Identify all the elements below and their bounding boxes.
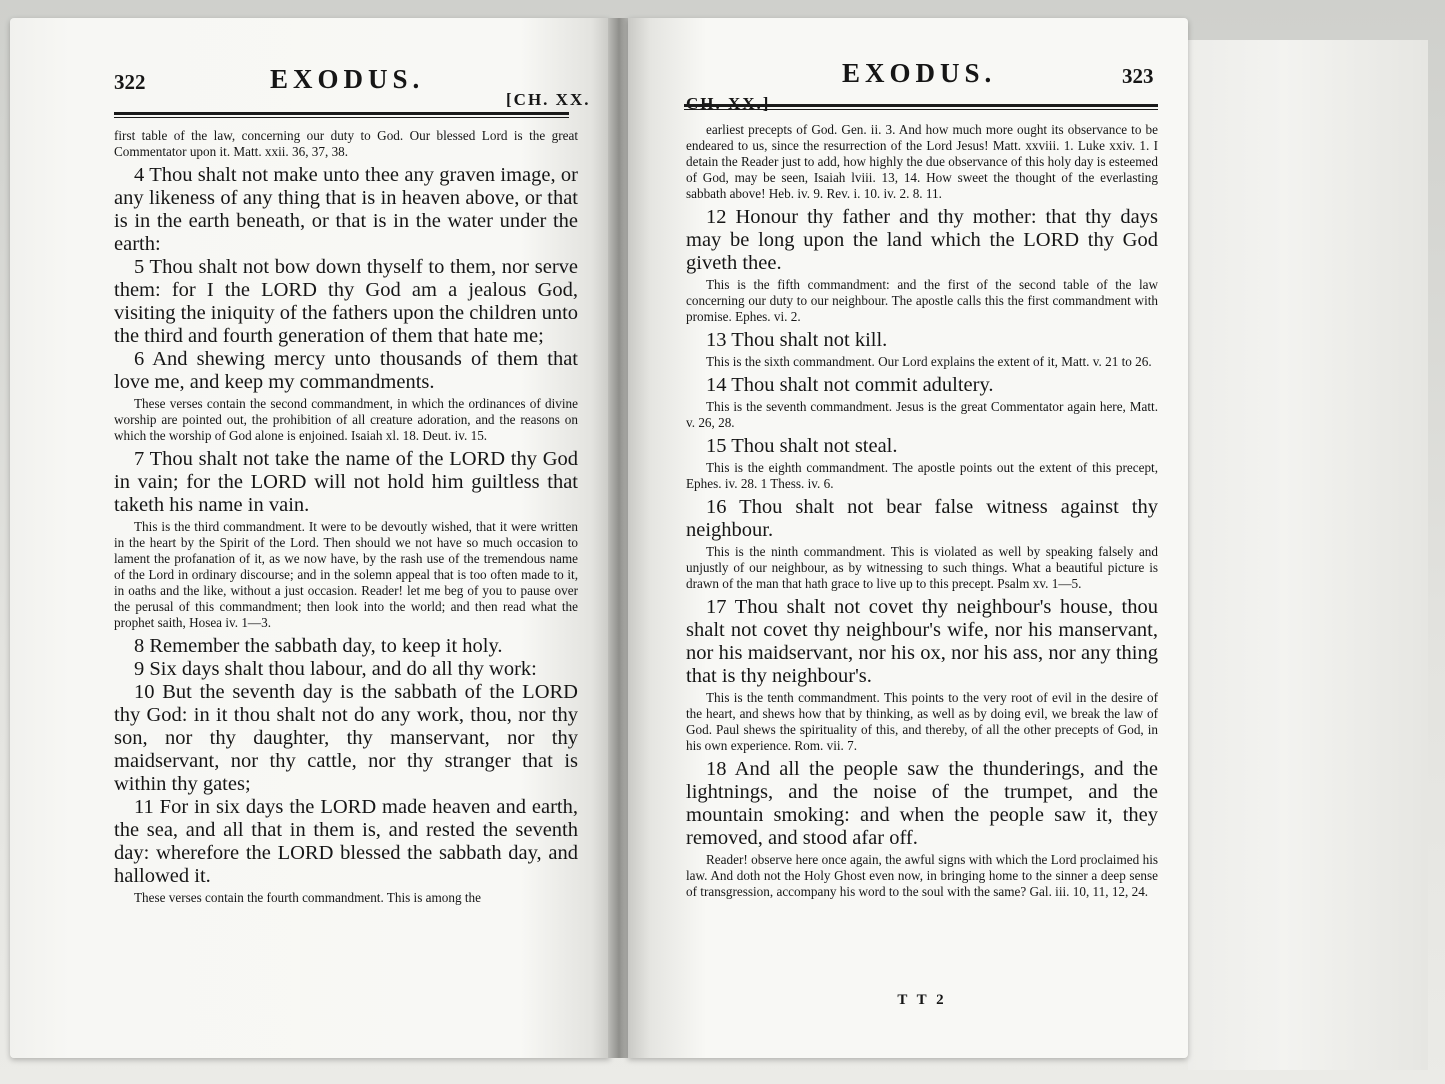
commentary-paragraph: This is the seventh commandment. Jesus is the great Commentator again here, Matt. v. 26, 28.: [686, 399, 1158, 430]
commentary-paragraph: This is the eighth commandment. The apostle points out the extent of this precept, Ephes. iv. 28. 1 Thess. iv. 6.: [686, 460, 1158, 491]
chapter-label-left: [CH. XX.: [506, 90, 591, 109]
left-text-column: [114, 126, 578, 910]
verse-paragraph: 11 For in six days the LORD made heaven and earth, the sea, and all that in them is, and rested the seventh day: wherefore the LORD blessed the sabbath day, and hallowed it.: [114, 796, 578, 887]
commentary-paragraph: first table of the law, concerning our duty to God. Our blessed Lord is the great Commentator upon it. Matt. xxii. 36, 37, 38.: [114, 128, 578, 159]
head-rule-left: [114, 112, 569, 115]
verse-paragraph: 13 Thou shalt not kill.: [706, 329, 888, 351]
verse-paragraph: 4 Thou shalt not make unto thee any graven image, or any likeness of any thing that is in heaven above, or that is in the earth beneath, or that is in the water under the earth:: [114, 164, 578, 255]
running-title-left: EXODUS.: [270, 64, 425, 94]
book-gutter: [608, 18, 630, 1058]
head-rule-right: [684, 104, 1158, 107]
verse-paragraph: 14 Thou shalt not commit adultery.: [706, 374, 994, 396]
commentary-paragraph: These verses contain the second commandment, in which the ordinances of divine worship are pointed out, the prohibition of all creature adoration, and the reasons on which the worship of God alone is enjoined. Isaiah xl. 18. Deut. iv. 15.: [114, 396, 578, 443]
right-page: [628, 18, 1188, 1058]
verse-paragraph: 8 Remember the sabbath day, to keep it holy.: [134, 635, 503, 657]
verse-paragraph: 17 Thou shalt not covet thy neighbour's house, thou shalt not covet thy neighbour's wife, nor his manservant, nor his maidservant, nor his ox, nor his ass, nor any thing that is thy neighbour's.: [686, 596, 1158, 687]
verse-paragraph: 5 Thou shalt not bow down thyself to them, nor serve them: for I the LORD thy God am a jealous God, visiting the iniquity of the fathers upon the children unto the third and fourth generation of them that hate me;: [114, 256, 579, 347]
signature-wrap: [686, 986, 1158, 1009]
running-title-right: EXODUS.: [842, 58, 997, 88]
head-rule-left-thin: [114, 117, 569, 118]
commentary-paragraph: earliest precepts of God. Gen. ii. 3. And how much more ought its observance to be endeared to us, since the resurrection of the Lord Jesus! Matt. xxviii. 1. Luke xxiv. 1. I detain the Reader just to add, how highly the due observance of this holy day is esteemed of God, may be seen, Isaiah lviii. 13, 14. How sweet the thought of the everlasting sabbath above! Heb. iv. 9. Rev. i. 10. iv. 2. 8. 11.: [686, 122, 1158, 201]
page-number-right: 323: [1122, 64, 1154, 88]
right-text-column: [686, 120, 1158, 904]
verse-paragraph: 9 Six days shalt thou labour, and do all thy work:: [134, 658, 537, 680]
right-running-head: [628, 58, 1188, 98]
verse-paragraph: 16 Thou shalt not bear false witness against thy neighbour.: [686, 496, 1158, 541]
commentary-paragraph: Reader! observe here once again, the awful signs with which the Lord proclaimed his law. And doth not the Holy Ghost even now, in bringing home to the sinner a deep sense of transgression, accompany his word to the soul with the same? Gal. iii. 10, 11, 12, 24.: [686, 852, 1158, 899]
left-page: [10, 18, 610, 1058]
page-number-left: 322: [114, 70, 146, 94]
verse-paragraph: 6 And shewing mercy unto thousands of them that love me, and keep my commandments.: [114, 348, 578, 393]
left-running-head: [10, 64, 610, 109]
commentary-paragraph: These verses contain the fourth commandment. This is among the: [134, 890, 481, 905]
verse-paragraph: 10 But the seventh day is the sabbath of the LORD thy God: in it thou shalt not do any work, thou, nor thy son, nor thy daughter, thy manservant, nor thy maidservant, nor thy cattle, nor thy stranger that is within thy gates;: [114, 681, 578, 795]
verse-paragraph: 18 And all the people saw the thunderings, and the lightnings, and the noise of the trumpet, and the mountain smoking: and when the people saw it, they removed, and stood afar off.: [686, 758, 1158, 849]
commentary-paragraph: This is the ninth commandment. This is violated as well by speaking falsely and unjustly of our neighbour, as by witnessing to such things. What a beautiful picture is drawn of the man that hath grace to live up to this precept. Psalm xv. 1—5.: [686, 544, 1158, 591]
verse-paragraph: 15 Thou shalt not steal.: [706, 435, 898, 457]
commentary-paragraph: This is the sixth commandment. Our Lord explains the extent of it, Matt. v. 21 to 26.: [706, 354, 1152, 369]
commentary-paragraph: This is the fifth commandment: and the first of the second table of the law concerning our duty to our neighbour. The apostle calls this the first commandment with promise. Ephes. vi. 2.: [686, 277, 1158, 324]
head-rule-right-thin: [684, 109, 1158, 110]
commentary-paragraph: This is the tenth commandment. This points to the very root of evil in the desire of the heart, and shews how that by thinking, as well as by doing evil, we break the law of God. Paul shews the spirituality of this, and thereby, of all the other precepts of God, in his own experience. Rom. vii. 7.: [686, 690, 1158, 753]
verse-paragraph: 12 Honour thy father and thy mother: that thy days may be long upon the land which the LORD thy God giveth thee.: [686, 206, 1158, 274]
commentary-paragraph: This is the third commandment. It were to be devoutly wished, that it were written in the heart by the Spirit of the Lord. Then should we not have so much occasion to lament the profanation of it, as we now have, by the rash use of the tremendous name of the Lord in ordinary discourse; and in the solemn appeal that is too often made to it, in oaths and the like, without a just occasion. Reader! let me beg of you to pause over the perusal of this commandment; then look into the world; and then read what the prophet saith, Hosea iv. 1—3.: [114, 519, 578, 630]
page-edge: [1188, 40, 1428, 1070]
signature-mark: T T 2: [897, 992, 947, 1008]
verse-paragraph: 7 Thou shalt not take the name of the LORD thy God in vain; for the LORD will not hold him guiltless that taketh his name in vain.: [114, 448, 578, 516]
